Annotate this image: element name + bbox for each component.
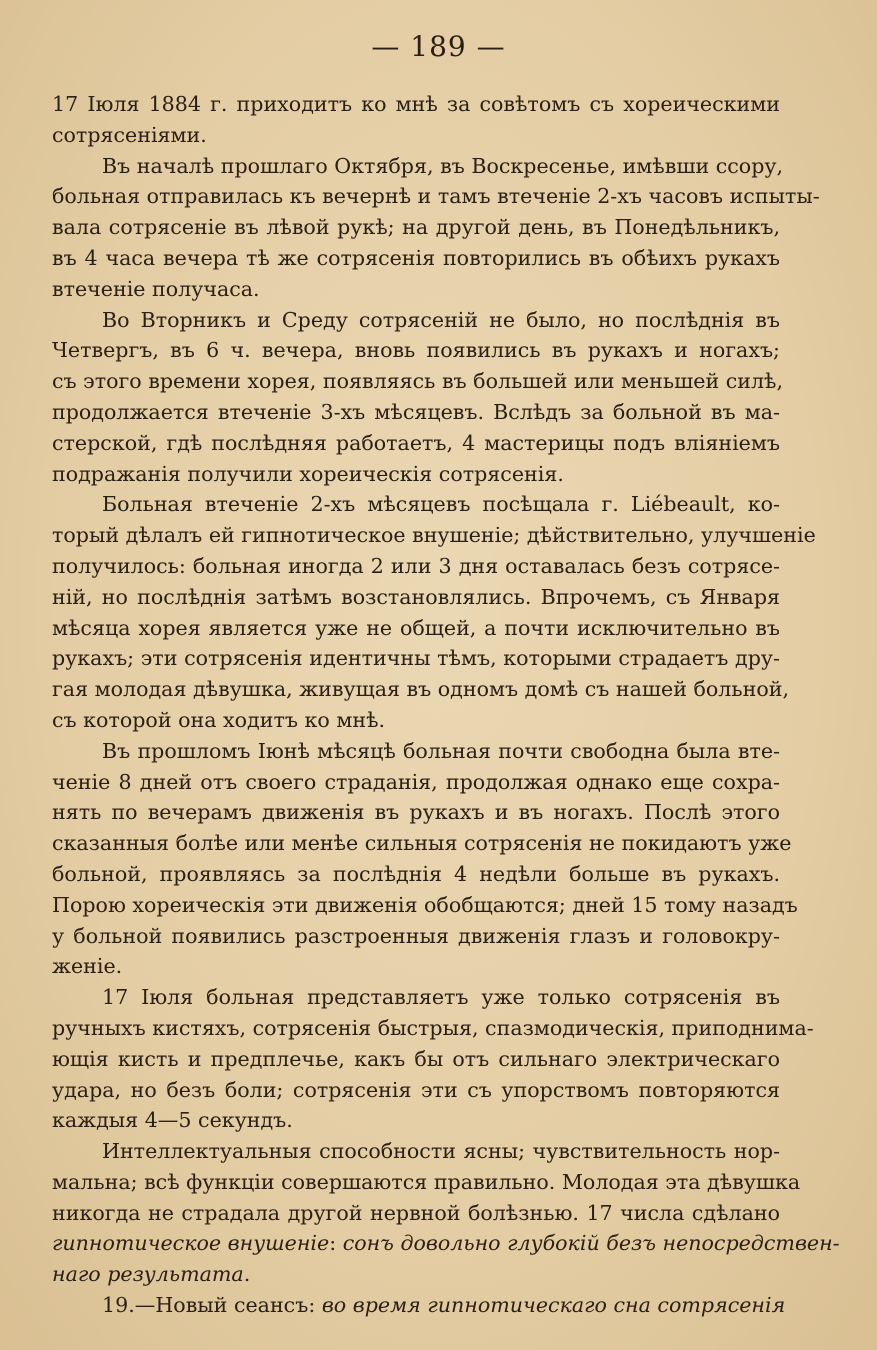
text-lines xyxy=(52,89,820,1228)
text-line: больной, проявляясь за послѣднія 4 недѣли больше въ рукахъ. xyxy=(52,861,780,886)
body-text xyxy=(52,89,840,1321)
page-number: — 189 — xyxy=(371,30,506,63)
italic-phrase: гипнотическое внушеніе xyxy=(52,1231,330,1256)
text-line: удара, но безъ боли; сотрясенія эти съ упорствомъ повторяются xyxy=(52,1077,780,1102)
text-line-italic-1 xyxy=(52,1228,840,1259)
italic-phrase: во время гипнотическаго сна сотрясенія xyxy=(321,1293,786,1318)
text-line: торый дѣлалъ ей гипнотическое внушеніе; дѣйствительно, улучшеніе xyxy=(52,523,816,548)
text-line: мальна; всѣ функціи совершаются правильно. Молодая эта дѣвушка xyxy=(52,1169,801,1194)
text-line: сотрясеніями. xyxy=(52,122,207,147)
text-line: 17 Іюля больная представляетъ уже только сотрясенія въ xyxy=(102,985,780,1010)
text-line-italic-2 xyxy=(52,1259,780,1290)
text-line: съ этого времени хорея, появляясь въ большей или меньшей силѣ, xyxy=(52,369,784,394)
text-line: 17 Іюля 1884 г. приходитъ ко мнѣ за совѣтомъ съ хореическими xyxy=(52,92,780,116)
text-line: Порою хореическія эти движенія обобщаются; дней 15 тому назадъ xyxy=(52,892,798,917)
text-line: сказанныя болѣе или менѣе сильныя сотрясенія не покидаютъ уже xyxy=(52,831,792,856)
text-line: продолжается втеченіе 3-хъ мѣсяцевъ. Вслѣдъ за больной въ ма- xyxy=(52,399,780,424)
text-line: въ 4 часа вечера тѣ же сотрясенія повторились въ обѣихъ рукахъ xyxy=(52,245,780,270)
text-line: стерской, гдѣ послѣдняя работаетъ, 4 мастерицы подъ вліяніемъ xyxy=(52,430,780,455)
text-line: Во Вторникъ и Среду сотрясеній не было, но послѣднія въ xyxy=(102,307,780,332)
text-line: втеченіе получаса. xyxy=(52,276,260,301)
text-line: ченіе 8 дней отъ своего страданія, продолжая однако еще сохра- xyxy=(52,769,780,794)
text-line: подражанія получили хореическія сотрясенія. xyxy=(52,461,564,486)
text-line: Четвергъ, въ 6 ч. вечера, вновь появились въ рукахъ и ногахъ; xyxy=(52,338,780,363)
text-line: больная отправилась къ вечернѣ и тамъ втеченіе 2-хъ часовъ испыты- xyxy=(52,184,820,209)
punct: : xyxy=(329,1231,343,1256)
plain-phrase: 19.—Новый сеансъ: xyxy=(102,1293,322,1318)
punct: . xyxy=(243,1262,251,1287)
text-line: вала сотрясеніе въ лѣвой рукѣ; на другой день, въ Понедѣльникъ, xyxy=(52,215,780,240)
text-line: женіе. xyxy=(52,954,123,979)
text-line: Въ прошломъ Іюнѣ мѣсяцѣ больная почти свободна была вте- xyxy=(102,738,780,763)
text-line: получилось: больная иногда 2 или 3 дня оставалась безъ сотрясе- xyxy=(52,553,780,578)
text-line: Больная втеченіе 2-хъ мѣсяцевъ посѣщала г. Liébeault, ко- xyxy=(102,492,780,517)
text-line: ручныхъ кистяхъ, сотрясенія быстрыя, спазмодическія, приподнима- xyxy=(52,1015,814,1040)
text-line: Интеллектуальныя способности ясны; чувствительность нор- xyxy=(102,1139,780,1164)
italic-phrase: наго результата xyxy=(52,1262,244,1287)
text-line: никогда не страдала другой нервной болѣзнью. 17 числа сдѣлано xyxy=(52,1200,780,1225)
text-line: у больной появились разстроенныя движенія глазъ и головокру- xyxy=(52,923,780,948)
italic-phrase: сонъ довольно глубокій безъ непосредствен- xyxy=(342,1231,840,1256)
text-line: каждыя 4—5 секундъ. xyxy=(52,1108,293,1133)
text-line: мѣсяца хорея является уже не общей, а почти исключительно въ xyxy=(52,615,780,640)
text-line: гая молодая дѣвушка, живущая въ одномъ домѣ съ нашей больной, xyxy=(52,677,789,702)
text-line: Въ началѣ прошлаго Октября, въ Воскресенье, имѣвши ссору, xyxy=(102,153,784,178)
text-line: съ которой она ходитъ ко мнѣ. xyxy=(52,707,386,732)
text-line: ющія кисть и предплечье, какъ бы отъ сильнаго электрическаго xyxy=(52,1046,780,1071)
text-line-final xyxy=(52,1290,786,1321)
text-line: ній, но послѣднія затѣмъ возстановлялись. Впрочемъ, съ Января xyxy=(52,584,780,609)
text-line: рукахъ; эти сотрясенія идентичны тѣмъ, которыми страдаетъ дру- xyxy=(52,646,780,671)
text-line: нять по вечерамъ движенія въ рукахъ и въ ногахъ. Послѣ этого xyxy=(52,800,780,825)
